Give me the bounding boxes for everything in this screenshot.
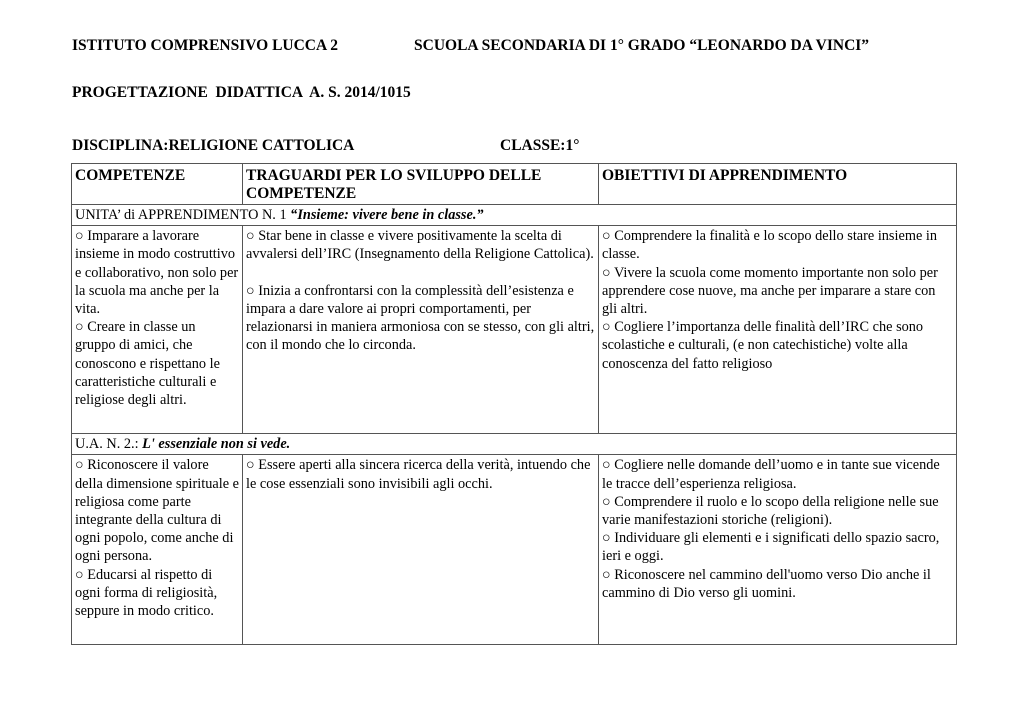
- list-item: ○ Comprendere il ruolo e lo scopo della religione nelle sue varie manifestazioni storiche (religioni).: [602, 493, 939, 529]
- unit-1-label: UNITA’ di APPRENDIMENTO N. 1: [75, 207, 291, 223]
- list-item: ○ Star bene in classe e vivere positivamente la scelta di avvalersi dell’IRC (Insegnamento della Religione Cattolica).: [246, 228, 594, 263]
- list-item: ○ Creare in classe un gruppo di amici, che conoscono e rispettano le caratteristiche culturali e religiose degli altri.: [75, 319, 220, 409]
- unit-2-obiettivi: [599, 455, 957, 645]
- header-competenze: COMPETENZE: [72, 164, 243, 205]
- header-traguardi: TRAGUARDI PER LO SVILUPPO DELLE COMPETENZE: [243, 164, 599, 205]
- unit-2-title-row: [72, 434, 957, 455]
- unit-1-traguardi: [243, 226, 599, 434]
- list-item: ○ Riconoscere il valore della dimensione spirituale e religiosa come parte integrante della cultura di ogni popolo, come anche di ogni persona.: [75, 457, 239, 565]
- institute-name: ISTITUTO COMPRENSIVO LUCCA 2: [72, 37, 338, 54]
- list-item: ○ Imparare a lavorare insieme in modo costruttivo e collaborativo, non solo per la scuola ma anche per la vita.: [75, 228, 239, 318]
- list-item: ○ Educarsi al rispetto di ogni forma di religiosità, seppure in modo critico.: [75, 566, 218, 620]
- header-obiettivi: OBIETTIVI DI APPRENDIMENTO: [599, 164, 957, 205]
- unit-1-content-row: [72, 226, 957, 434]
- table-header-row: [72, 164, 957, 205]
- list-item: ○ Comprendere la finalità e lo scopo dello stare insieme in classe.: [602, 228, 937, 263]
- list-item: ○ Vivere la scuola come momento importante non solo per apprendere cose nuove, ma anche per imparare a stare con gli altri.: [602, 264, 938, 318]
- unit-1-name: “Insieme: vivere bene in classe.”: [290, 207, 484, 223]
- unit-2-content-row: [72, 455, 957, 645]
- list-item: ○ Inizia a confrontarsi con la complessità dell’esistenza e impara a dare valore ai propri comportamenti, per relazionarsi in maniera armoniosa con se stesso, con gli altri, con il mondo che lo circonda.: [246, 282, 595, 354]
- unit-1-obiettivi: [599, 226, 957, 434]
- list-item: ○ Cogliere l’importanza delle finalità dell’IRC che sono scolastiche e culturali, (e non catechistiche) volte alla conoscenza del fatto religioso: [602, 319, 924, 372]
- unit-1-competenze: [72, 226, 243, 434]
- unit-2-traguardi: [243, 455, 599, 645]
- curriculum-table: [71, 163, 957, 645]
- list-item: ○ Riconoscere nel cammino dell'uomo verso Dio anche il cammino di Dio verso gli uomini.: [602, 566, 931, 601]
- list-item: ○ Cogliere nelle domande dell’uomo e in tante sue vicende le tracce dell’esperienza religiosa.: [602, 457, 940, 492]
- unit-2-label: U.A. N. 2.:: [75, 436, 143, 453]
- unit-1-title-row: [72, 205, 957, 226]
- list-item: ○ Individuare gli elementi e i significati dello spazio sacro, ieri e oggi.: [602, 530, 940, 565]
- class-label: CLASSE:1°: [500, 137, 580, 154]
- planning-title: PROGETTAZIONE DIDATTICA A. S. 2014/1015: [72, 84, 411, 101]
- unit-2-name: L' essenziale non si vede.: [142, 436, 291, 453]
- unit-1-title: [72, 205, 957, 226]
- unit-2-title: [72, 434, 957, 455]
- list-item: ○ Essere aperti alla sincera ricerca della verità, intuendo che le cose essenziali sono invisibili agli occhi.: [246, 457, 591, 492]
- discipline-label: DISCIPLINA:RELIGIONE CATTOLICA: [72, 137, 355, 154]
- school-name: SCUOLA SECONDARIA DI 1° GRADO “LEONARDO DA VINCI”: [414, 37, 870, 54]
- unit-2-competenze: [72, 455, 243, 645]
